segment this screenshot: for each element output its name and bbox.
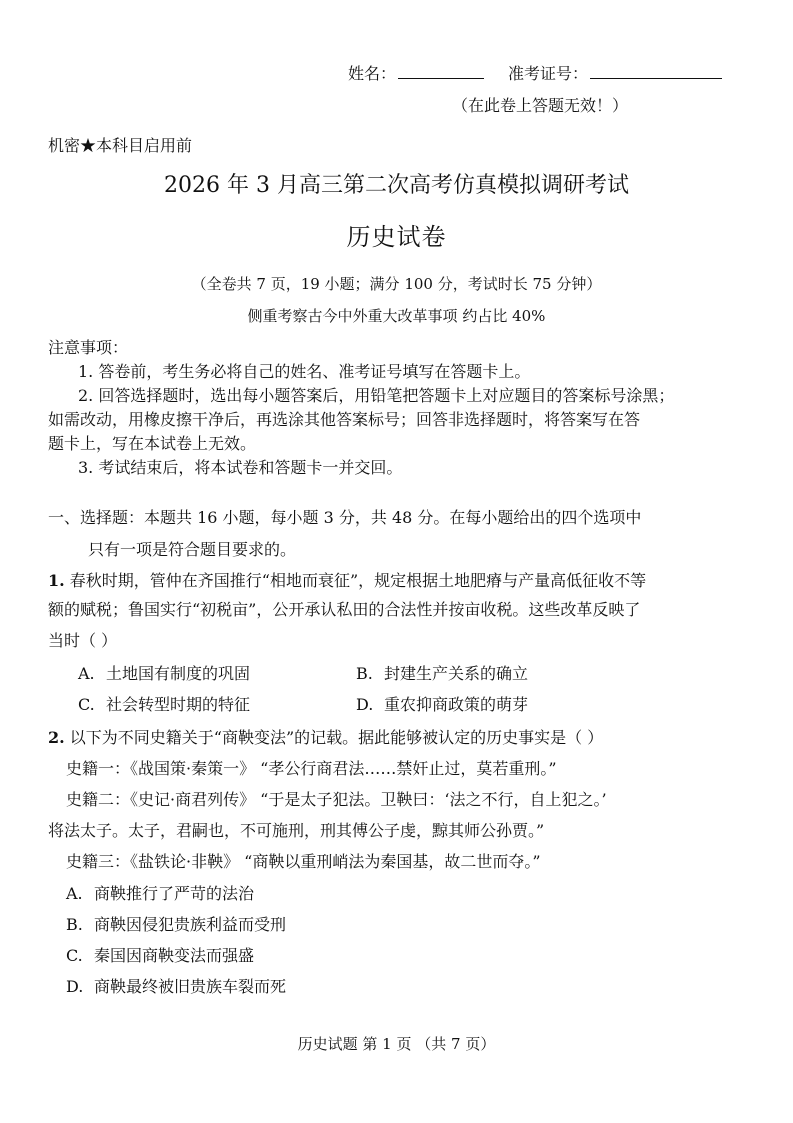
option-label: B. — [356, 664, 373, 683]
q1-option-d — [356, 695, 528, 715]
notes-line: 题卡上，写在本试卷上无效。 — [48, 434, 257, 453]
q2-option-a — [66, 884, 254, 904]
notes-line: 如需改动，用橡皮擦干净后，再选涂其他答案标号；回答非选择题时，将答案写在答 — [48, 410, 641, 429]
notes-line: 1. 答卷前，考生务必将自己的姓名、准考证号填写在答题卡上。 — [78, 362, 531, 381]
name-blank — [398, 62, 484, 79]
option-label: D. — [66, 977, 84, 996]
question-2-line — [48, 728, 603, 748]
exam-title: 2026 年 3 月高三第二次高考仿真模拟调研考试 — [164, 173, 629, 198]
page-footer: 历史试题 第 1 页 （共 7 页） — [297, 1035, 496, 1053]
q2-option-d — [66, 977, 286, 997]
source-line: 将法太子。太子，君嗣也，不可施刑，刑其傅公子虔，黥其师公孙贾。” — [48, 821, 545, 840]
source-line: 史籍二：《史记·商君列传》 “于是太子犯法。卫鞅曰：‘法之不行，自上犯之。’ — [66, 790, 607, 809]
id-label: 准考证号： — [508, 64, 589, 83]
option-label: D. — [356, 695, 374, 714]
question-text: 春秋时期，管仲在齐国推行“相地而衰征”，规定根据土地肥瘠与产量高低征收不等 — [69, 571, 647, 590]
name-field-row — [348, 62, 484, 84]
notes-line: 2. 回答选择题时，选出每小题答案后，用铅笔把答题卡上对应题目的答案标号涂黑； — [78, 386, 675, 405]
source-line: 史籍三：《盐铁论·非鞅》 “商鞅以重刑峭法为秦国基，故二世而夺。” — [66, 852, 541, 871]
question-1-line — [48, 571, 646, 591]
option-text: 封建生产关系的确立 — [384, 664, 529, 683]
q1-option-a — [78, 664, 250, 684]
option-label: B. — [66, 915, 83, 934]
subject-title: 历史试卷 — [346, 223, 447, 251]
question-1-line: 当时（ ） — [48, 631, 118, 650]
question-number: 2. — [48, 728, 65, 747]
notes-heading: 注意事项： — [48, 338, 129, 357]
source-line: 史籍一：《战国策·秦策一》 “孝公行商君法……禁奸止过，莫若重刑。” — [66, 759, 557, 778]
section-heading-cont: 只有一项是符合题目要求的。 — [88, 540, 297, 559]
q1-option-b — [356, 664, 528, 684]
secret-mark: 机密★本科目启用前 — [48, 136, 193, 155]
section-heading: 一、选择题：本题共 16 小题，每小题 3 分，共 48 分。在每小题给出的四个选项中 — [48, 508, 642, 527]
option-text: 土地国有制度的巩固 — [106, 664, 251, 683]
question-text: 以下为不同史籍关于“商鞅变法”的记载。据此能够被认定的历史事实是（ ） — [69, 728, 604, 747]
option-label: A. — [66, 884, 83, 903]
question-1-line: 额的赋税；鲁国实行“初税亩”，公开承认私田的合法性并按亩收税。这些改革反映了 — [48, 600, 641, 619]
id-field-row — [508, 62, 722, 84]
exam-info: （全卷共 7 页，19 小题；满分 100 分，考试时长 75 分钟） — [191, 275, 602, 293]
q1-option-c — [78, 695, 250, 715]
name-label: 姓名： — [348, 64, 397, 83]
invalid-note: （在此卷上答题无效！） — [452, 96, 629, 115]
option-text: 商鞅推行了严苛的法治 — [94, 884, 255, 903]
option-text: 商鞅因侵犯贵族利益而受刑 — [94, 915, 287, 934]
q2-option-b — [66, 915, 286, 935]
option-text: 秦国因商鞅变法而强盛 — [94, 946, 255, 965]
q2-option-c — [66, 946, 254, 966]
emphasis-line: 侧重考察古今中外重大改革事项 约占比 40% — [247, 307, 546, 325]
question-number: 1. — [48, 571, 65, 590]
option-label: A. — [78, 664, 95, 683]
option-text: 商鞅最终被旧贵族车裂而死 — [94, 977, 287, 996]
option-label: C. — [66, 946, 83, 965]
option-text: 社会转型时期的特征 — [106, 695, 251, 714]
option-label: C. — [78, 695, 95, 714]
id-blank — [590, 62, 722, 79]
notes-line: 3. 考试结束后，将本试卷和答题卡一并交回。 — [78, 458, 403, 477]
option-text: 重农抑商政策的萌芽 — [384, 695, 529, 714]
